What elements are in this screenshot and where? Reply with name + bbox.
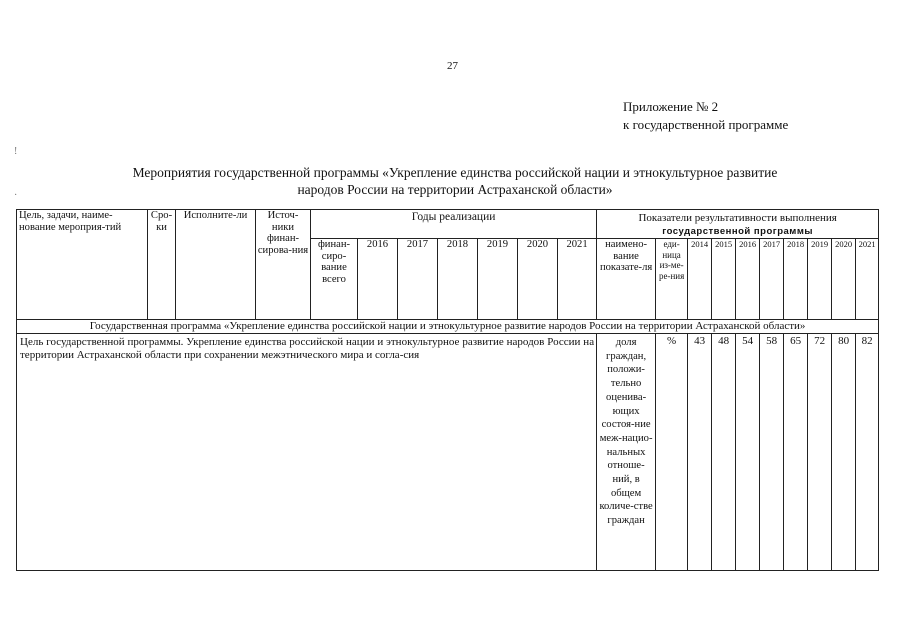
margin-mark: · bbox=[14, 190, 18, 201]
header-indicator-name: наимено-вание показате-ля bbox=[597, 239, 656, 320]
header-indicator-year: 2016 bbox=[736, 239, 760, 320]
header-funding-total: финан-сиро-вание всего bbox=[311, 239, 358, 320]
header-indicator-year: 2017 bbox=[760, 239, 784, 320]
header-goal: Цель, задачи, наиме-нование мероприя-тий bbox=[17, 210, 148, 320]
header-indicator-year: 2018 bbox=[784, 239, 808, 320]
document-title-line-1: Мероприятия государственной программы «Укрепление единства российской нации и этнокультурное развитие bbox=[132, 165, 778, 180]
unit-cell: % bbox=[656, 334, 688, 571]
header-unit: еди-ница из-ме-ре-ния bbox=[656, 239, 688, 320]
indicator-value-cell: 43 bbox=[688, 334, 712, 571]
header-indicator-year: 2014 bbox=[688, 239, 712, 320]
indicator-name-cell: доля граждан, положи-тельно оценива-ющих состоя-ние меж-нацио-нальных отноше-ний, в общем количе-стве граждан bbox=[597, 334, 656, 571]
header-funding-year: 2018 bbox=[438, 239, 478, 320]
header-funding-year: 2020 bbox=[518, 239, 558, 320]
header-indicators-group bbox=[597, 210, 879, 239]
section-title-row: Государственная программа «Укрепление единства российской нации и этнокультурное развитие народов России на территории Астраханской области» bbox=[17, 320, 879, 334]
header-indicator-year: 2021 bbox=[856, 239, 879, 320]
header-indicators-title: Показатели результативности выполнения bbox=[638, 212, 837, 224]
header-indicator-year: 2019 bbox=[808, 239, 832, 320]
header-terms: Сро-ки bbox=[148, 210, 176, 320]
header-indicator-year: 2020 bbox=[832, 239, 856, 320]
header-funding-sources: Источ-ники финан-сирова-ния bbox=[256, 210, 311, 320]
header-indicator-year: 2015 bbox=[712, 239, 736, 320]
header-years-group: Годы реализации bbox=[311, 210, 597, 239]
header-funding-year: 2021 bbox=[558, 239, 597, 320]
header-executors: Исполните-ли bbox=[176, 210, 256, 320]
page-number: 27 bbox=[447, 60, 458, 72]
header-indicators-subtitle: государственной программы bbox=[662, 226, 813, 237]
margin-mark: ! bbox=[14, 146, 18, 157]
header-funding-year: 2016 bbox=[358, 239, 398, 320]
appendix-line-2: к государственной программе bbox=[623, 117, 789, 132]
header-funding-year: 2017 bbox=[398, 239, 438, 320]
indicator-value-cell: 80 bbox=[832, 334, 856, 571]
goal-cell: Цель государственной программы. Укрепление единства российской нации и этнокультурное развитие народов России на территории Астраханской области при сохранении межэтнического мира и согла-сия bbox=[17, 334, 597, 571]
program-activities-table bbox=[16, 209, 879, 571]
indicator-value-cell: 48 bbox=[712, 334, 736, 571]
indicator-value-cell: 58 bbox=[760, 334, 784, 571]
indicator-value-cell: 72 bbox=[808, 334, 832, 571]
indicator-value-cell: 65 bbox=[784, 334, 808, 571]
appendix-block bbox=[623, 98, 788, 134]
appendix-line-1: Приложение № 2 bbox=[623, 99, 719, 114]
document-title-line-2: народов России на территории Астраханской области» bbox=[297, 182, 613, 197]
header-funding-year: 2019 bbox=[478, 239, 518, 320]
indicator-value-cell: 54 bbox=[736, 334, 760, 571]
indicator-value-cell: 82 bbox=[856, 334, 879, 571]
document-title bbox=[60, 164, 850, 198]
